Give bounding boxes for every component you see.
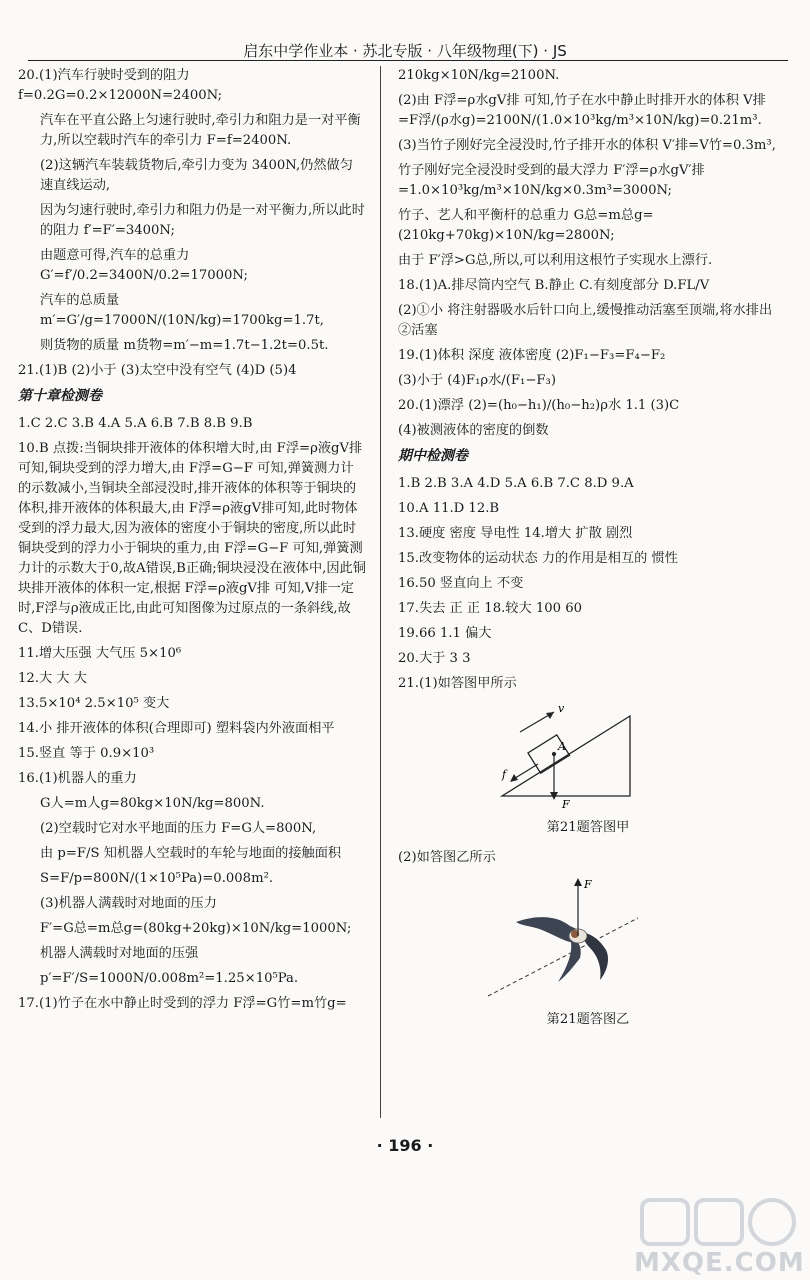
answer-line: (2)①小 将注射器吸水后针口向上,缓慢推动活塞至顶端,将水排出 ②活塞: [398, 303, 773, 338]
label-f-gravity: F: [562, 798, 570, 811]
answer-line: 21.(1)如答图甲所示: [398, 676, 517, 691]
answer-line: 11.增大压强 大气压 5×10⁶: [18, 646, 182, 661]
answer-line: 20.(1)漂浮 (2)=(h₀−h₁)/(h₀−h₂)ρ水 1.1 (3)C: [398, 398, 680, 413]
answer-line: (3)机器人满载时对地面的压力: [40, 896, 217, 911]
section-title-chapter10: 第十章检测卷: [18, 388, 102, 404]
answer-line: 16.(1)机器人的重力: [18, 771, 137, 786]
watermark-logo: [634, 1196, 804, 1248]
answer-line: 15.竖直 等于 0.9×10³: [18, 746, 155, 761]
answer-line: p′=F′/S=1000N/0.008m²=1.25×10⁵Pa.: [40, 971, 299, 986]
answer-line: 汽车在平直公路上匀速行驶时,牵引力和阻力是一对平衡力,所以空载时汽车的牵引力 F=f=2400N.: [40, 113, 361, 148]
watermark-text: MXQE.COM: [634, 1248, 805, 1278]
right-column: [398, 66, 778, 1040]
label-f-lift: F: [584, 878, 592, 891]
answer-line: 因为匀速行驶时,牵引力和阻力仍是一对平衡力,所以此时的阻力 f′=F′=3400N;: [40, 203, 365, 238]
label-f-friction: f: [502, 768, 507, 781]
answer-line: 18.(1)A.排尽筒内空气 B.静止 C.有刻度部分 D.FL/V: [398, 278, 710, 293]
swallow-lower-wing: [558, 938, 581, 982]
answer-line: 20.(1)汽车行驶时受到的阻力 f=0.2G=0.2×12000N=2400N;: [18, 68, 223, 103]
answer-line: 19.(1)体积 深度 液体密度 (2)F₁−F₃=F₄−F₂: [398, 348, 666, 363]
answer-line: (2)这辆汽车装载货物后,牵引力变为 3400N,仍然做匀速直线运动,: [40, 158, 353, 193]
answer-line: 15.改变物体的运动状态 力的作用是相互的 惯性: [398, 551, 678, 566]
answer-line: (2)由 F浮=ρ水gV排 可知,竹子在水中静止时排开水的体积 V排=F浮/(ρ水g)=2100N/(1.0×10³kg/m³×10N/kg)=0.21m³.: [398, 93, 766, 128]
column-divider: [380, 66, 381, 1118]
answer-line: 17.失去 正 正 18.较大 100 60: [398, 601, 582, 616]
watermark: [634, 1196, 804, 1278]
answer-line: 1.C 2.C 3.B 4.A 5.A 6.B 7.B 8.B 9.B: [18, 416, 253, 431]
answer-line: 17.(1)竹子在水中静止时受到的浮力 F浮=G竹=m竹g=: [18, 996, 347, 1011]
page-number: · 196 ·: [376, 1136, 434, 1155]
answer-line: 由于 F′浮>G总,所以,可以利用这根竹子实现水上漂行.: [398, 253, 713, 268]
answer-line: 汽车的总质量 m′=G′/g=17000N/(10N/kg)=1700kg=1.7t,: [40, 293, 324, 328]
figure-a-caption: 第21题答图甲: [546, 820, 630, 835]
answer-line: 由题意可得,汽车的总重力 G′=f′/0.2=3400N/0.2=17000N;: [40, 248, 248, 283]
answer-line: 13.5×10⁴ 2.5×10⁵ 变大: [18, 696, 170, 711]
answer-line: 21.(1)B (2)小于 (3)太空中没有空气 (4)D (5)4: [18, 363, 297, 378]
answer-line: (3)小于 (4)F₁ρ水/(F₁−F₃): [398, 373, 556, 388]
answer-line: 13.硬度 密度 导电性 14.增大 扩散 剧烈: [398, 526, 633, 541]
answer-line: 210kg×10N/kg=2100N.: [398, 68, 560, 83]
answer-line: 19.66 1.1 偏大: [398, 626, 492, 641]
answer-line: 竹子、艺人和平衡杆的总重力 G总=m总g=(210kg+70kg)×10N/kg=2800N;: [398, 208, 654, 243]
answer-line: 机器人满载时对地面的压强: [40, 946, 199, 961]
answer-line: F′=G总=m总g=(80kg+20kg)×10N/kg=1000N;: [40, 921, 352, 936]
answer-line: 竹子刚好完全浸没时受到的最大浮力 F′浮=ρ水gV′排=1.0×10³kg/m³×10N/kg×0.3m³=3000N;: [398, 163, 705, 198]
answer-line: 12.大 大 大: [18, 671, 87, 686]
label-a: A: [558, 740, 566, 753]
label-v: v: [558, 702, 565, 715]
section-title-midterm: 期中检测卷: [398, 448, 468, 464]
figure-b-caption: 第21题答图乙: [546, 1012, 630, 1027]
friction-arrowhead: [510, 774, 518, 782]
figure-incline-diagram: [498, 700, 638, 812]
answer-line: (2)如答图乙所示: [398, 850, 496, 865]
answer-line: (2)空载时它对水平地面的压力 F=G人=800N,: [40, 821, 317, 836]
incline-triangle: [502, 716, 630, 796]
answer-line: 由 p=F/S 知机器人空载时的车轮与地面的接触面积: [40, 846, 342, 861]
lift-arrowhead: [574, 878, 582, 886]
answer-line: 16.50 竖直向上 不变: [398, 576, 524, 591]
answer-line: 则货物的质量 m货物=m′−m=1.7t−1.2t=0.5t.: [40, 338, 329, 353]
answer-line: 20.大于 3 3: [398, 651, 471, 666]
header-rule: [28, 60, 788, 61]
answer-line: (3)当竹子刚好完全浸没时,竹子排开水的体积 V′排=V竹=0.3m³,: [398, 138, 776, 153]
answer-line: S=F/p=800N/(1×10⁵Pa)=0.008m².: [40, 871, 274, 886]
answer-line: 10.A 11.D 12.B: [398, 501, 500, 516]
answer-line: 1.B 2.B 3.A 4.D 5.A 6.B 7.C 8.D 9.A: [398, 476, 634, 491]
page-header: 启东中学作业本 · 苏北专版 · 八年级物理(下) · JS: [243, 42, 567, 60]
left-column: [18, 66, 366, 1019]
answer-line: (4)被测液体的密度的倒数: [398, 423, 549, 438]
figure-swallow-diagram: [478, 874, 648, 1004]
answer-line: G人=m人g=80kg×10N/kg=800N.: [40, 796, 265, 811]
answer-line: 10.B 点拨:当铜块排开液体的体积增大时,由 F浮=ρ液gV排 可知,铜块受到的浮力增大,由 F浮=G−F 可知,弹簧测力计的示数减小,当铜块全部浸没时,排开液体的体积等于铜块的体积,排开液体的体积最大,由 F浮=ρ液gV排可知,此时物体受到的浮力最大,因为液体的密度小于铜块的密度,所以此时铜块受到的浮力小于铜块的重力,由 F浮=G−F 可知,弹簧测力计的示数大于0,故A错误,B正确;铜块浸没在液体中,因此铜块排开液体的体积一定,根据 F浮=ρ液gV排 可知,V排一定时,F浮与ρ液成正比,由此可知图像为过原点的一条斜线,故C、D错误.: [18, 441, 366, 636]
answer-line: 14.小 排开液体的体积(合理即可) 塑料袋内外液面相平: [18, 721, 335, 736]
